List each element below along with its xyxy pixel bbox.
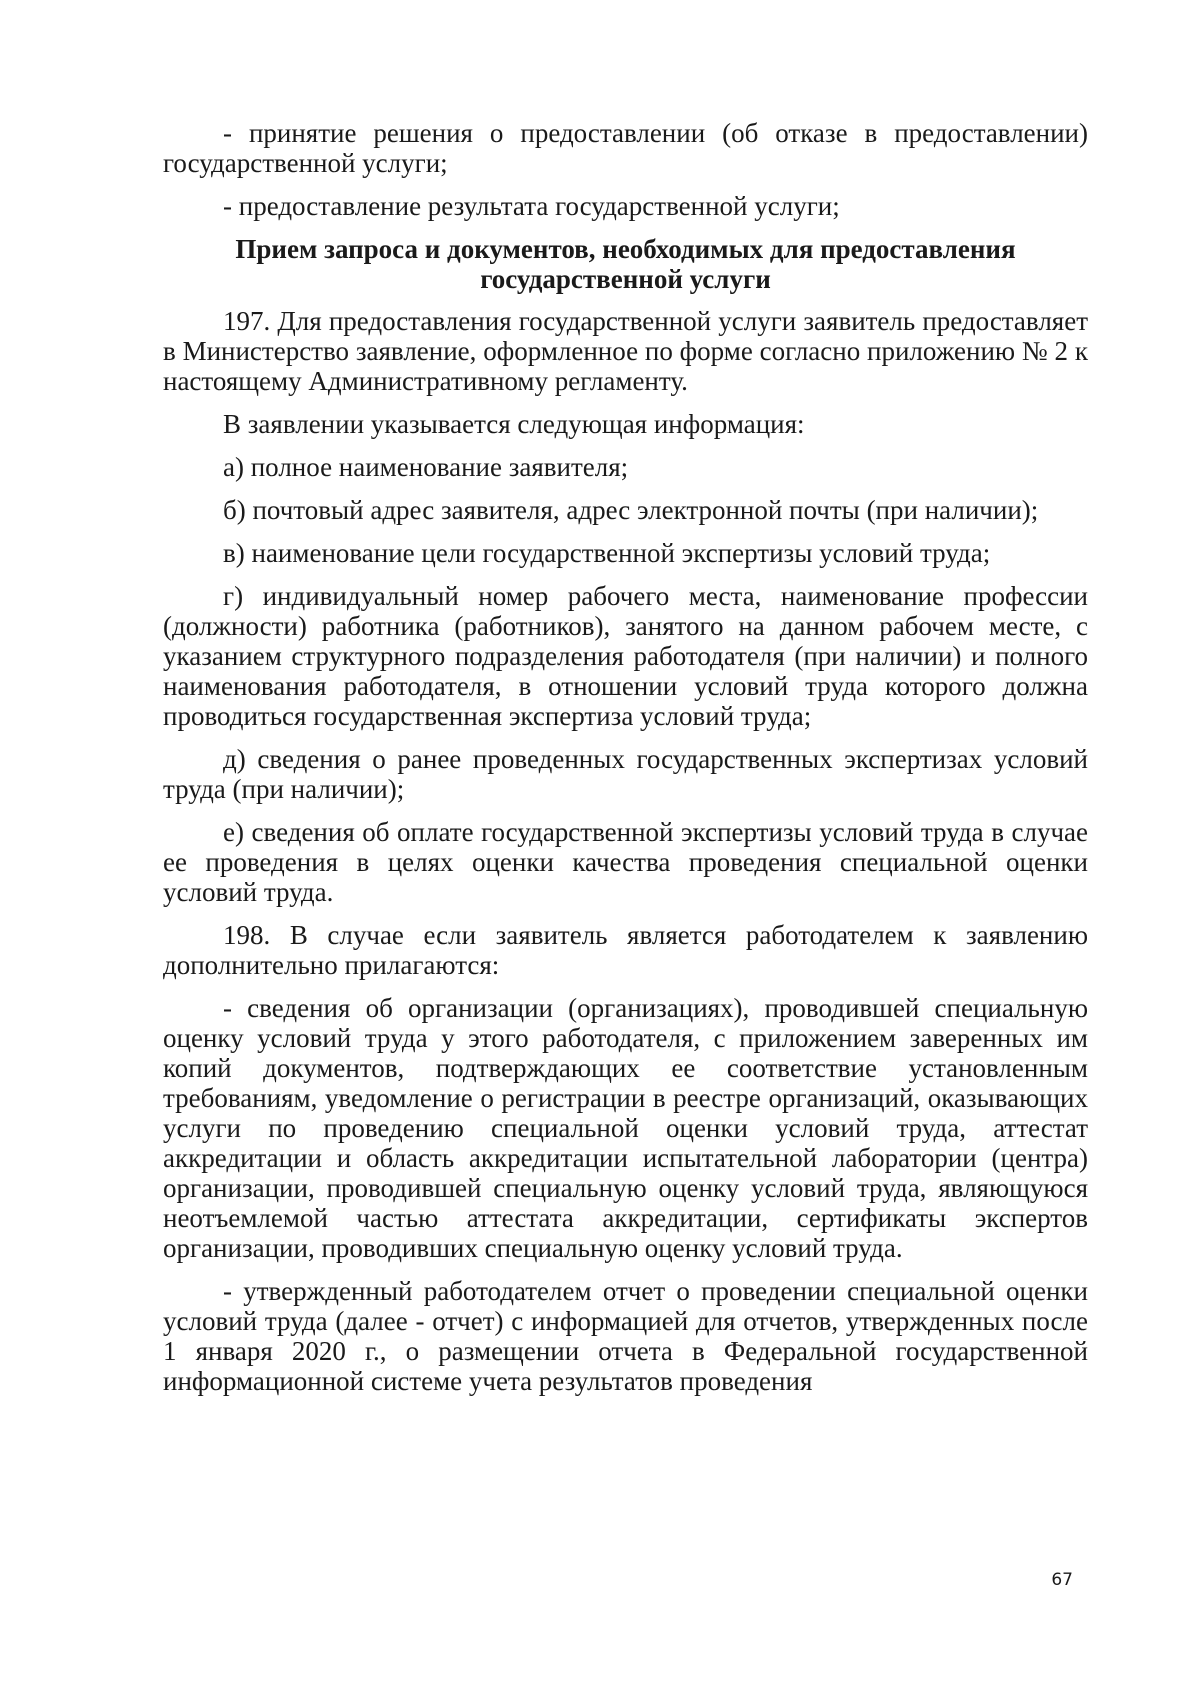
paragraph: - принятие решения о предоставлении (об отказе в предоставлении) государственной услуги; bbox=[163, 118, 1088, 178]
paragraph-198: 198. В случае если заявитель является работодателем к заявлению дополнительно прилагаются: bbox=[163, 920, 1088, 980]
list-item-b: б) почтовый адрес заявителя, адрес электронной почты (при наличии); bbox=[223, 495, 1039, 525]
paragraph: В заявлении указывается следующая информация: bbox=[223, 409, 805, 439]
list-item-v: в) наименование цели государственной экспертизы условий труда; bbox=[223, 538, 991, 568]
list-item-d: д) сведения о ранее проведенных государственных экспертизах условий труда (при наличии); bbox=[163, 744, 1088, 804]
list-item-a: а) полное наименование заявителя; bbox=[223, 452, 629, 482]
list-item-dash: - сведения об организации (организациях), проводившей специальную оценку условий труда у этого работодателя, с приложением заверенных им копий документов, подтверждающих ее соответствие установленным требованиям, уведомление о регистрации в реестре организаций, оказывающих услуги по проведению специальной оценки условий труда, аттестат аккредитации и область аккредитации испытательной лаборатории (центра) организации, проводившей специальную оценку условий труда, являющуюся неотъемлемой частью аттестата аккредитации, сертификаты экспертов организации, проводивших специальную оценку условий труда. bbox=[163, 993, 1088, 1263]
section-heading: Прием запроса и документов, необходимых для предоставления государственной услуги bbox=[235, 234, 1016, 294]
list-item-e: е) сведения об оплате государственной экспертизы условий труда в случае ее проведения в целях оценки качества проведения специальной оценки условий труда. bbox=[163, 817, 1088, 907]
paragraph: - предоставление результата государственной услуги; bbox=[223, 191, 840, 221]
list-item-dash: - утвержденный работодателем отчет о проведении специальной оценки условий труда (далее - отчет) с информацией для отчетов, утвержденных после 1 января 2020 г., о размещении отчета в Федеральной государственной информационной системе учета результатов проведения bbox=[163, 1276, 1088, 1396]
page-number: 67 bbox=[1051, 1570, 1073, 1590]
list-item-g: г) индивидуальный номер рабочего места, наименование профессии (должности) работника (работников), занятого на данном рабочем месте, с указанием структурного подразделения работодателя (при наличии) и полного наименования работодателя, в отношении условий труда которого должна проводиться государственная экспертиза условий труда; bbox=[163, 581, 1088, 731]
document-body bbox=[163, 118, 1088, 1409]
paragraph-197: 197. Для предоставления государственной услуги заявитель предоставляет в Министерство заявление, оформленное по форме согласно приложению № 2 к настоящему Административному регламенту. bbox=[163, 306, 1088, 396]
